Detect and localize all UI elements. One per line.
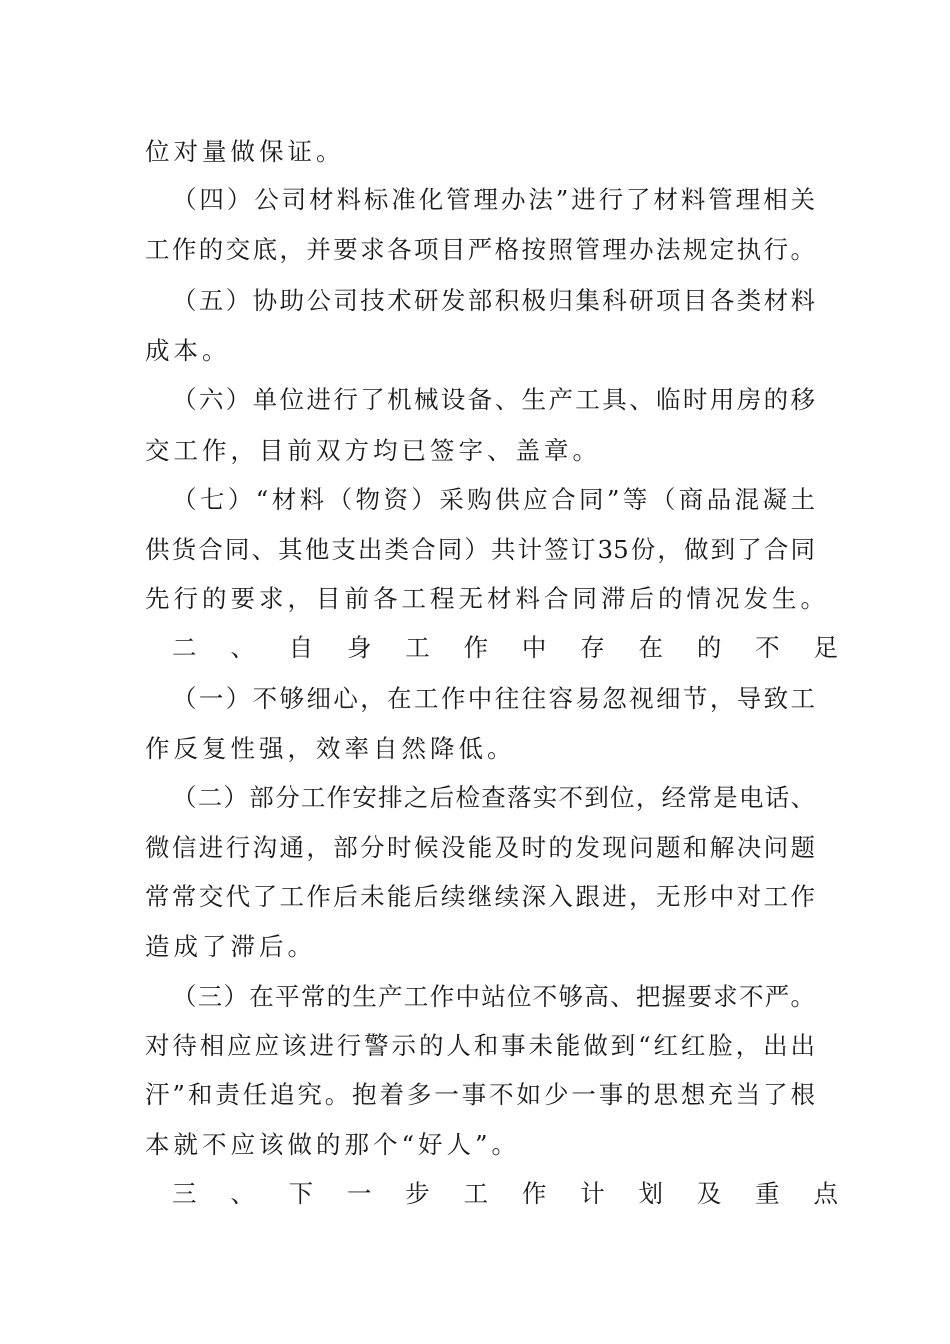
text-line: （四）公司材料标准化管理办法”进行了材料管理相关 [172,185,815,214]
section-heading: 二、自身工作中存在的不足 [172,633,842,662]
text-line: 先行的要求，目前各工程无材料合同滞后的情况发生。 [145,584,829,613]
text-line: （五）协助公司技术研发部积极归集科研项目各类材料 [172,286,815,315]
text-line: 工作的交底，并要求各项目严格按照管理办法规定执行。 [145,235,815,264]
text-line: 本就不应该做的那个“好人”。 [145,1130,521,1159]
text-line: 交工作，目前双方均已签字、盖章。 [145,436,601,465]
text-line: 造成了滞后。 [145,932,316,961]
section-heading: 三、下一步工作计划及重点 [172,1179,842,1208]
text-line: （一）不够细心，在工作中往往容易忽视细节，导致工 [172,684,815,713]
text-line: （六）单位进行了机械设备、生产工具、临时用房的移 [172,385,815,414]
text-line: 作反复性强，效率自然降低。 [145,734,516,763]
text-line: 成本。 [145,336,231,365]
text-line: 位对量做保证。 [145,137,345,166]
text-line: 常常交代了工作后未能后续继续深入跟进，无形中对工作 [145,882,815,911]
text-line: 微信进行沟通，部分时候没能及时的发现问题和解决问题 [145,833,815,862]
text-line: 对待相应应该进行警示的人和事未能做到“红红脸，出出 [145,1031,815,1060]
text-line: （二）部分工作安排之后检查落实不到位，经常是电话、 [172,783,815,812]
text-line: （七）“材料（物资）采购供应合同”等（商品混凝土 [172,485,815,514]
text-line: 汗”和责任追究。抱着多一事不如少一事的思想充当了根 [145,1080,815,1109]
text-line: 供货合同、其他支出类合同）共计签订35份，做到了合同 [145,535,815,564]
text-line: （三）在平常的生产工作中站位不够高、把握要求不严。 [172,982,815,1011]
